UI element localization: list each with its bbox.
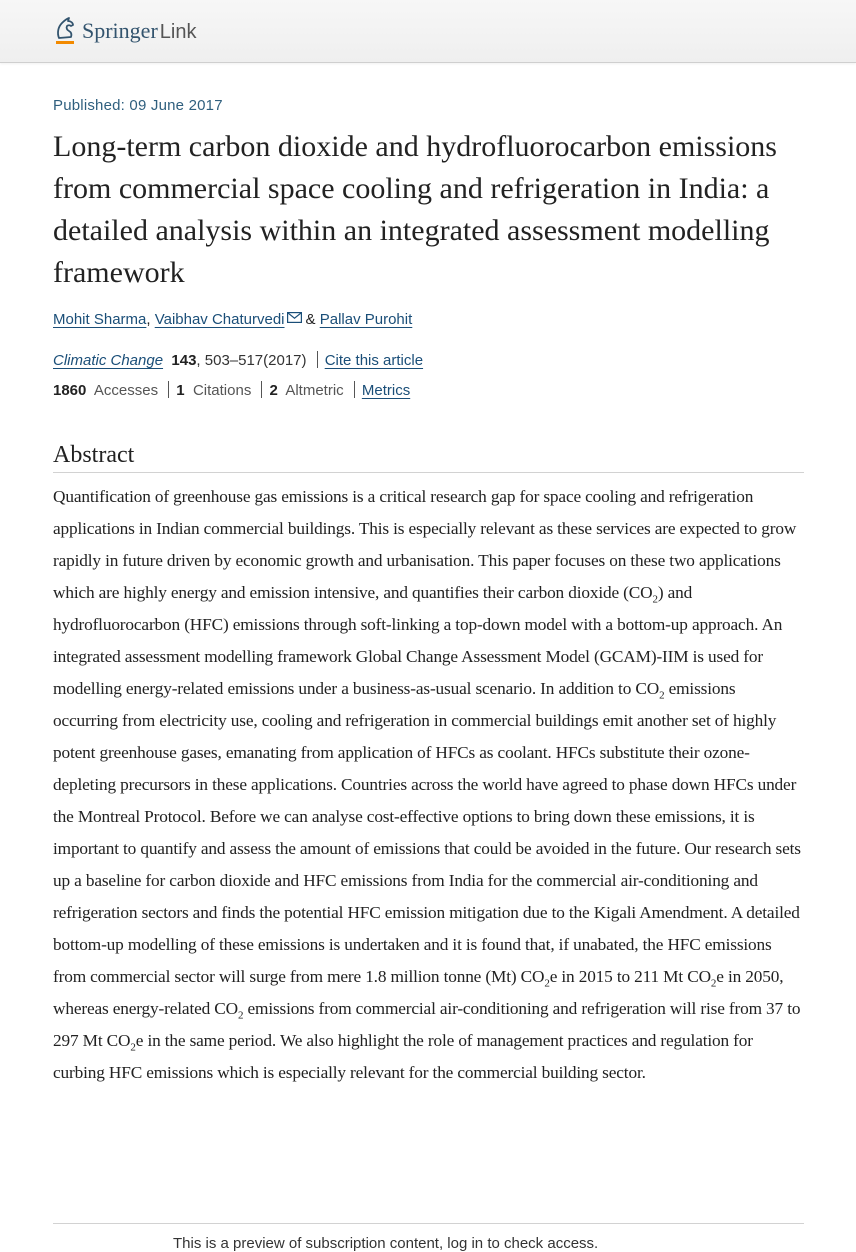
abstract-segment: emissions from commercial air-conditioning and refrigeration will rise from 37 to 297 Mt CO	[53, 999, 801, 1050]
altmetric-count: 2	[269, 382, 278, 399]
accesses-count: 1860	[53, 382, 87, 399]
citations-label: Citations	[192, 382, 252, 399]
journal-link[interactable]: Climatic Change	[53, 352, 164, 369]
divider	[354, 381, 355, 398]
author-and: &	[305, 311, 316, 328]
author-link-1[interactable]: Mohit Sharma	[53, 311, 147, 328]
volume: 143	[171, 352, 197, 369]
divider	[168, 381, 169, 398]
author-link-3[interactable]: Pallav Purohit	[319, 311, 413, 328]
accesses-label: Accesses	[93, 382, 159, 399]
article-title: Long-term carbon dioxide and hydrofluorocarbon emissions from commercial space cooling and refrigeration in India: a detailed analysis within an integrated assessment modelling framework	[53, 130, 777, 289]
subscript: 2	[130, 1041, 136, 1054]
metrics-bar	[53, 381, 410, 399]
subscript: 2	[659, 689, 665, 702]
cite-this-article-link[interactable]: Cite this article	[324, 352, 424, 369]
pages-year: , 503–517(2017)	[196, 352, 307, 369]
subscript: 2	[237, 1009, 244, 1022]
metrics-link[interactable]: Metrics	[361, 382, 411, 399]
published-date: Published: 09 June 2017	[53, 97, 223, 114]
abstract-segment: emissions occurring from electricity use, cooling and refrigeration in commercial buildings emit another set of highly potent greenhouse gases, emanating from application of HFCs as coolant. HFCs substitute their ozone-depleting precursors in these applications. Countries across the world have agreed to phase down HFCs under the Montreal Protocol. Before we can analyse cost-effective options to bring down these emissions, it is important to quantify and assess the amount of emissions that could be avoided in the future. Our research sets up a baseline for carbon dioxide and HFC emissions from India for the commercial air-conditioning and refrigeration sectors and finds the potential HFC emission mitigation due to the Kigali Amendment. A detailed bottom-up modelling of these emissions is undertaken and it is found that, if unabated, the HFC emissions from commercial sector will surge from mere 1.8 million tonne (Mt) CO	[53, 679, 801, 986]
abstract-segment: e in 2050, whereas energy-related CO	[53, 967, 784, 1018]
abstract-segment: Quantification of greenhouse gas emissions is a critical research gap for space cooling and refrigeration applications in Indian commercial buildings. This is especially relevant as these services are expected to grow rapidly in future driven by economic growth and urbanisation. This paper focuses on these two applications which are highly energy and emission intensive, and quantifies their carbon dioxide (CO	[53, 487, 797, 602]
abstract-text	[53, 481, 804, 1089]
springer-horse-icon	[53, 16, 77, 46]
preview-notice: This is a preview of subscription content, log in to check access.	[173, 1235, 599, 1252]
subscript: 2	[652, 593, 658, 606]
site-header	[0, 0, 856, 63]
author-list	[53, 311, 412, 328]
author-separator: ,	[146, 311, 151, 328]
brand-name	[82, 18, 196, 44]
divider	[317, 351, 318, 368]
subscript: 2	[710, 977, 717, 990]
subscript: 2	[544, 977, 550, 990]
abstract-segment: e in the same period. We also highlight the role of management practices and regulation for curbing HFC emissions which is especially relevant for the commercial building sector.	[53, 1031, 753, 1082]
section-divider	[53, 1223, 804, 1224]
abstract-segment: ) and hydrofluorocarbon (HFC) emissions through soft-linking a top-down model with a bottom-up approach. An integrated assessment modelling framework Global Change Assessment Model (GCAM)-IIM is used for modelling energy-related emissions under a business-as-usual scenario. In addition to CO	[53, 583, 783, 698]
abstract-segment: e in 2015 to 211 Mt CO	[549, 967, 711, 986]
author-link-2[interactable]: Vaibhav Chaturvedi	[154, 311, 285, 328]
citation-line	[53, 351, 423, 369]
brand-main: Springer	[82, 18, 158, 43]
citations-count: 1	[176, 382, 185, 399]
envelope-icon[interactable]	[287, 312, 302, 323]
springerlink-logo[interactable]	[53, 16, 196, 46]
divider	[261, 381, 262, 398]
brand-sub: Link	[159, 21, 197, 43]
altmetric-label: Altmetric	[285, 382, 344, 399]
abstract-heading: Abstract	[53, 440, 804, 473]
